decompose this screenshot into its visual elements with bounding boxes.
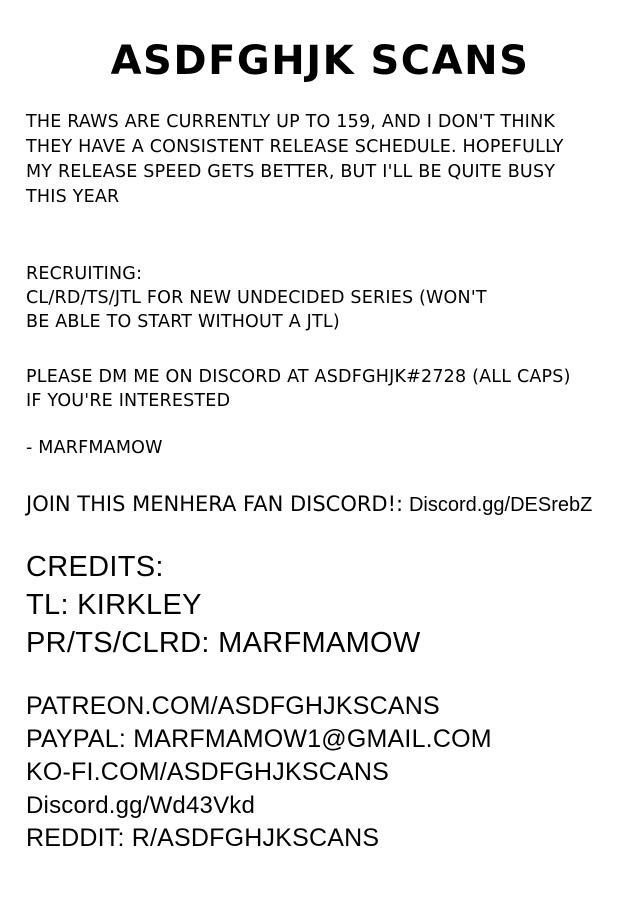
discord-link[interactable]: Discord.gg/Wd43Vkd <box>26 792 256 819</box>
contact-line: PLEASE DM ME ON DISCORD AT ASDFGHJK#2728 (ALL CAPS) <box>26 367 571 387</box>
release-note-line: THIS YEAR <box>26 187 120 207</box>
contact-line: IF YOU'RE INTERESTED <box>26 391 231 411</box>
credits-tl: TL: KIRKLEY <box>26 589 202 621</box>
reddit-link[interactable]: REDDIT: R/ASDFGHJKSCANS <box>26 824 380 852</box>
join-discord-line <box>26 492 636 517</box>
links-section <box>26 690 626 855</box>
recruiting-section <box>26 262 626 334</box>
patreon-link[interactable]: PATREON.COM/ASDFGHJKSCANS <box>26 692 440 720</box>
recruiting-roles-line: BE ABLE TO START WITHOUT A JTL) <box>26 312 340 332</box>
credits-prtsclrd: PR/TS/CLRD: MARFMAMOW <box>26 627 421 659</box>
paypal-link[interactable]: PAYPAL: MARFMAMOW1@GMAIL.COM <box>26 725 492 753</box>
release-note-line: THEY HAVE A CONSISTENT RELEASE SCHEDULE. HOPEFULLY <box>26 137 564 157</box>
recruiting-roles-line: CL/RD/TS/JTL FOR NEW UNDECIDED SERIES (WON'T <box>26 288 487 308</box>
page-title: ASDFGHJK SCANS <box>110 38 530 84</box>
kofi-link[interactable]: KO-FI.COM/ASDFGHJKSCANS <box>26 758 389 786</box>
credits-heading: CREDITS: <box>26 551 164 583</box>
release-note-line: MY RELEASE SPEED GETS BETTER, BUT I'LL BE QUITE BUSY <box>26 162 556 182</box>
release-note-line: THE RAWS ARE CURRENTLY UP TO 159, AND I DON'T THINK <box>26 112 556 132</box>
signature: - MARFMAMOW <box>26 438 163 458</box>
join-discord-label: JOIN THIS MENHERA FAN DISCORD!: <box>26 492 404 516</box>
recruiting-heading: RECRUITING: <box>26 264 143 284</box>
release-note <box>26 110 626 210</box>
join-discord-link[interactable]: Discord.gg/DESrebZ <box>408 494 593 516</box>
credits-section <box>26 548 626 662</box>
contact-section <box>26 365 626 413</box>
